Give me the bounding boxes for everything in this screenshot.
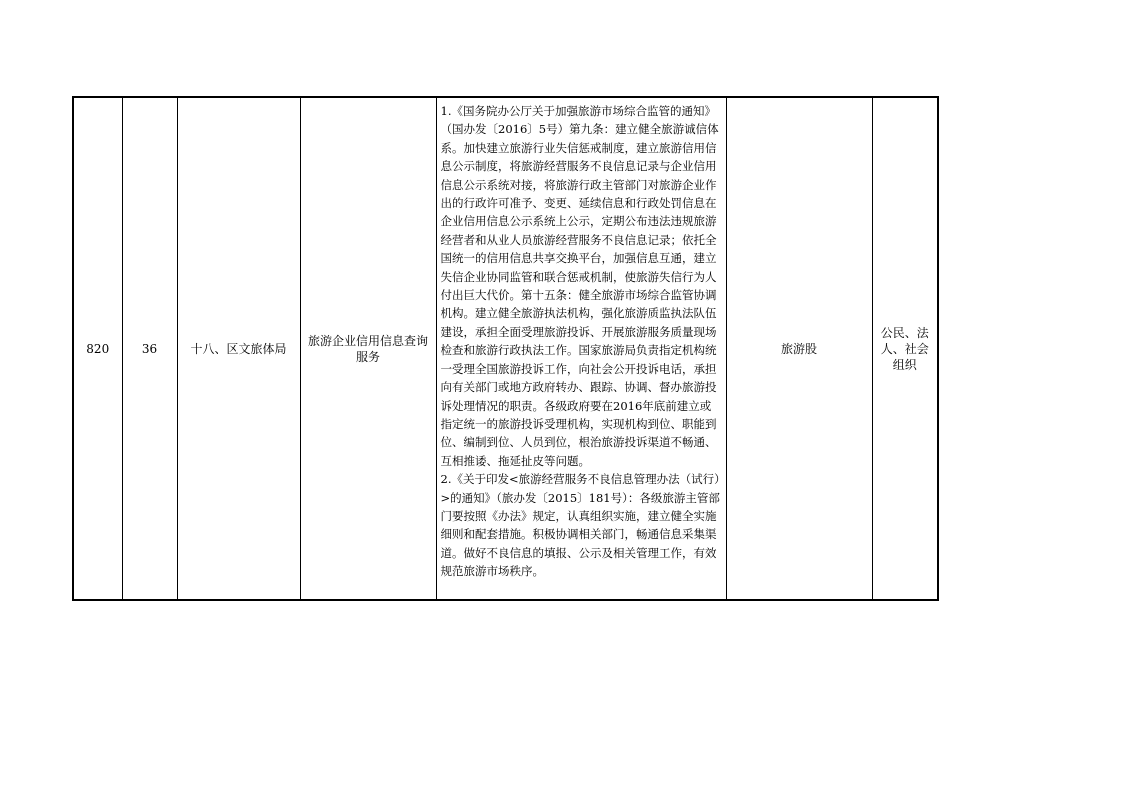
table-row (73, 97, 938, 600)
seq-no-cell: 820 (73, 97, 122, 600)
department-cell: 十八、区文旅体局 (177, 97, 300, 600)
service-list-table (72, 96, 939, 601)
basis-cell (436, 97, 726, 600)
service-name-cell: 旅游企业信用信息查询服务 (300, 97, 436, 600)
target-cell: 公民、法人、社会组织 (872, 97, 938, 600)
basis-item-1: 1.《国务院办公厅关于加强旅游市场综合监管的通知》（国办发〔2016〕5号）第九条：建立健全旅游诚信体系。加快建立旅游行业失信惩戒制度，建立旅游信用信息公示制度，将旅游经营服务不良信息记录与企业信用信息公示系统对接，将旅游行政主管部门对旅游企业作出的行政许可准予、变更、延续信息和行政处罚信息在企业信用信息公示系统上公示，定期公布违法违规旅游经营者和从业人员旅游经营服务不良信息记录；依托全国统一的信用信息共享交换平台，加强信息互通，建立失信企业协同监管和联合惩戒机制，使旅游失信行为人付出巨大代价。第十五条：健全旅游市场综合监管协调机构。建立健全旅游执法机构，强化旅游质监执法队伍建设，承担全面受理旅游投诉、开展旅游服务质量现场检查和旅游行政执法工作。国家旅游局负责指定机构统一受理全国旅游投诉工作，向社会公开投诉电话，承担向有关部门或地方政府转办、跟踪、协调、督办旅游投诉处理情况的职责。各级政府要在2016年底前建立或指定统一的旅游投诉受理机构，实现机构到位、职能到位、编制到位、人员到位，根治旅游投诉渠道不畅通、互相推诿、拖延扯皮等问题。 (440, 104, 719, 468)
sub-no-cell: 36 (122, 97, 177, 600)
basis-item-2: 2.《关于印发<旅游经营服务不良信息管理办法（试行）>的通知》（旅办发〔2015〕181号）：各级旅游主管部门要按照《办法》规定，认真组织实施，建立健全实施细则和配套措施。积极协调相关部门，畅通信息采集渠道。做好不良信息的填报、公示及相关管理工作，有效规范旅游市场秩序。 (440, 472, 720, 579)
responsible-unit-cell: 旅游股 (726, 97, 872, 600)
